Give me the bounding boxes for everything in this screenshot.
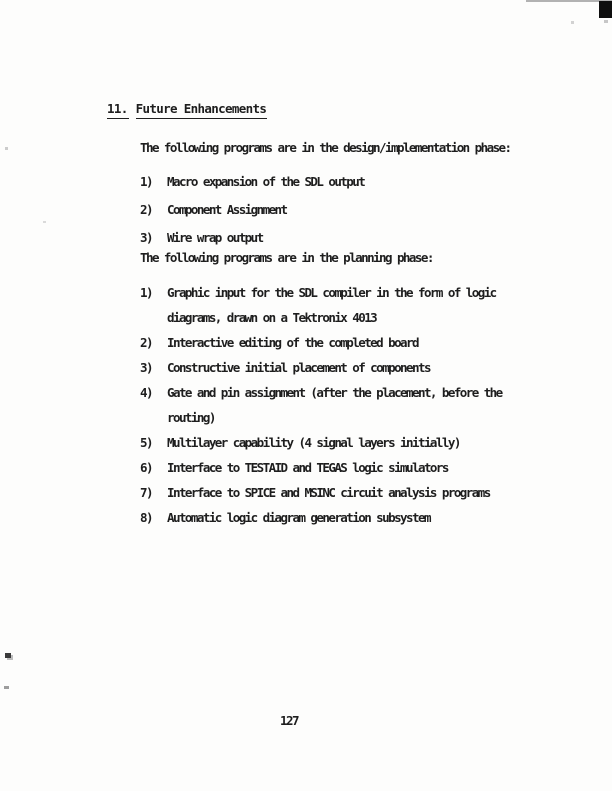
- scan-artifact-speck: [571, 21, 574, 24]
- list-item: [140, 480, 502, 505]
- scan-artifact-speck: [43, 221, 46, 223]
- item-number: 6): [140, 460, 152, 475]
- list-item: [140, 224, 364, 252]
- item-text: Interactive editing of the completed board: [167, 335, 418, 350]
- section-title: Future Enhancements: [136, 101, 268, 119]
- list-item: [140, 196, 364, 224]
- item-text: Multilayer capability (4 signal layers initially): [167, 435, 460, 450]
- section-heading: [107, 101, 267, 119]
- item-text: Graphic input for the SDL compiler in the form of logic: [167, 285, 496, 300]
- item-text: Automatic logic diagram generation subsystem: [167, 510, 430, 525]
- scan-artifact-corner-black-mark: [599, 1, 612, 18]
- planning-phase-list: [140, 280, 502, 530]
- item-number: 7): [140, 485, 152, 500]
- intro-planning-paragraph: The following programs are in the planning phase:: [140, 250, 433, 265]
- design-phase-list: [140, 168, 364, 252]
- section-number: 11.: [107, 101, 129, 119]
- item-text: Constructive initial placement of components: [167, 360, 430, 375]
- item-number: 8): [140, 510, 152, 525]
- list-item: [140, 505, 502, 530]
- scan-artifact-speck: [5, 147, 8, 150]
- scan-artifact-speck: [4, 686, 9, 689]
- item-number: 1): [140, 173, 152, 189]
- item-text: Component Assignment: [167, 201, 287, 217]
- item-number: 3): [140, 360, 152, 375]
- item-number: 3): [140, 229, 152, 245]
- item-text: Interface to SPICE and MSINC circuit analysis programs: [167, 485, 490, 500]
- scan-artifact-speck: [604, 20, 608, 23]
- item-number: 2): [140, 201, 152, 217]
- item-text: Interface to TESTAID and TEGAS logic simulators: [167, 460, 448, 475]
- page-number: 127: [280, 713, 298, 728]
- item-text-continued: routing): [167, 410, 215, 425]
- list-item: [140, 455, 502, 480]
- item-text: Wire wrap output: [167, 229, 263, 245]
- item-text: Gate and pin assignment (after the placement, before the: [167, 385, 502, 400]
- item-number: 2): [140, 335, 152, 350]
- intro-design-paragraph: The following programs are in the design/implementation phase:: [140, 140, 511, 155]
- scan-artifact-speck: [5, 653, 11, 658]
- list-item: [140, 168, 364, 196]
- item-number: 5): [140, 435, 152, 450]
- item-number: 1): [140, 285, 152, 300]
- list-item: [140, 430, 502, 455]
- list-item: [140, 355, 502, 380]
- list-item: [140, 380, 502, 430]
- list-item: [140, 330, 502, 355]
- item-text: Macro expansion of the SDL output: [167, 173, 365, 189]
- item-number: 4): [140, 385, 152, 400]
- list-item: [140, 280, 502, 330]
- item-text-continued: diagrams, drawn on a Tektronix 4013: [167, 310, 377, 325]
